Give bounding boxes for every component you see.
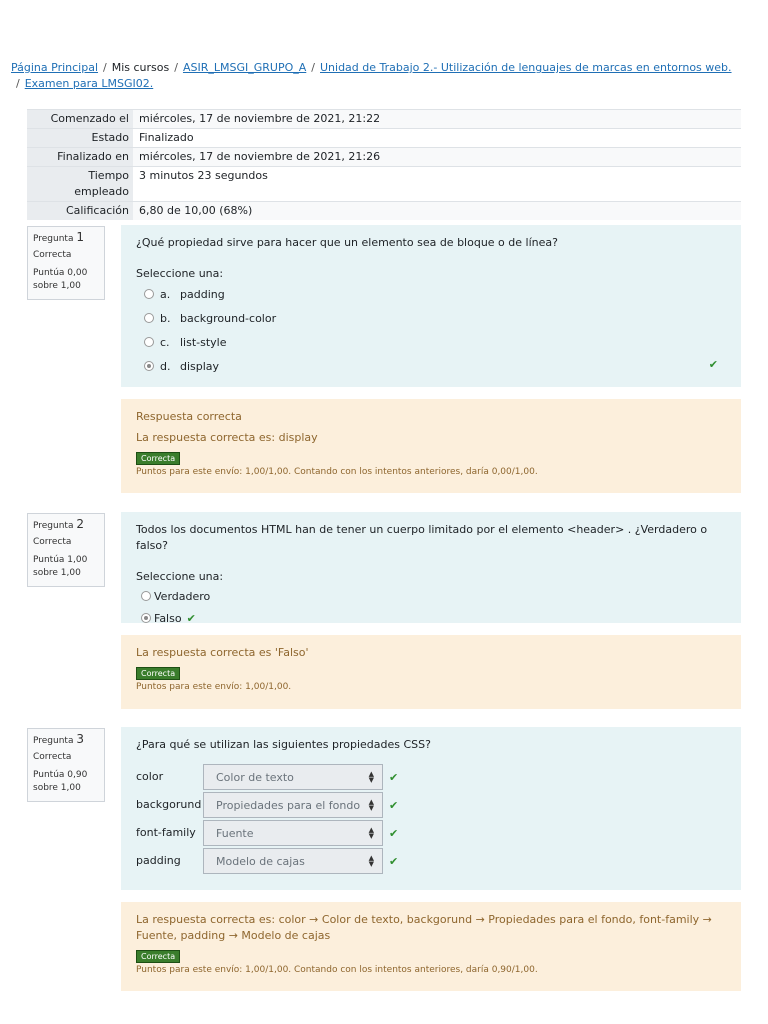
grading-details: Puntos para este envío: 1,00/1,00. Contando con los intentos anteriores, daría 0,90/1,00.: [136, 965, 538, 975]
option-letter: a.: [160, 287, 171, 301]
summary-value: miércoles, 17 de noviembre de 2021, 21:22: [133, 110, 741, 129]
answer-option[interactable]: [136, 607, 726, 629]
summary-label: Tiempo empleado: [27, 167, 133, 202]
updown-arrows-icon: ▲ ▼: [368, 854, 374, 868]
answer-select[interactable]: [203, 792, 383, 818]
updown-arrows-icon: ▲ ▼: [368, 770, 374, 784]
updown-arrows-icon: ▲ ▼: [368, 798, 374, 812]
summary-value: Finalizado: [133, 129, 741, 148]
question-text: Todos los documentos HTML han de tener un cuerpo limitado por el elemento <header> . ¿Verdadero o falso?: [136, 523, 708, 552]
question-text: ¿Para qué se utilizan las siguientes propiedades CSS?: [136, 738, 431, 751]
question-prefix: Pregunta: [33, 521, 74, 531]
question-text: ¿Qué propiedad sirve para hacer que un elemento sea de bloque o de línea?: [136, 236, 558, 249]
summary-label: Finalizado en: [27, 148, 133, 167]
summary-label: Comenzado el: [27, 110, 133, 129]
question-formulation: [121, 727, 741, 890]
option-label: list-style: [180, 335, 227, 349]
summary-row: [27, 110, 741, 129]
correct-badge: Correcta: [136, 950, 180, 963]
radio-button[interactable]: [144, 313, 154, 323]
summary-row: [27, 148, 741, 167]
question-score: Puntúa 1,00 sobre 1,00: [33, 555, 88, 578]
breadcrumb-home-link[interactable]: Página Principal: [11, 61, 99, 74]
question-feedback: [121, 399, 741, 493]
summary-label: Estado: [27, 129, 133, 148]
summary-value: miércoles, 17 de noviembre de 2021, 21:26: [133, 148, 741, 167]
question-info: [27, 513, 105, 587]
option-letter: d.: [160, 359, 171, 373]
radio-button-selected[interactable]: [141, 613, 151, 623]
select-value: Color de texto: [216, 770, 294, 784]
question-info: [27, 226, 105, 300]
radio-button-selected[interactable]: [144, 361, 154, 371]
grading-details: Puntos para este envío: 1,00/1,00.: [136, 682, 292, 692]
breadcrumb-course-link[interactable]: ASIR_LMSGI_GRUPO_A: [182, 61, 307, 74]
summary-row: [27, 167, 741, 202]
question-number: 1: [76, 230, 84, 244]
updown-arrows-icon: ▲ ▼: [368, 826, 374, 840]
question-status: Correcta: [33, 250, 72, 260]
correct-badge: Correcta: [136, 452, 180, 465]
question-score: Puntúa 0,00 sobre 1,00: [33, 268, 88, 291]
answer-option[interactable]: [136, 585, 726, 607]
check-icon: ✔: [389, 826, 399, 840]
question-score: Puntúa 0,90 sobre 1,00: [33, 770, 88, 793]
answer-option[interactable]: [136, 282, 726, 306]
right-answer: La respuesta correcta es 'Falso': [136, 646, 309, 659]
question-status: Correcta: [33, 752, 72, 762]
match-row: [136, 819, 726, 847]
breadcrumb-my-courses: Mis cursos: [111, 61, 170, 74]
attempt-summary-table: [27, 109, 741, 220]
question-feedback: [121, 902, 741, 991]
question-info: [27, 728, 105, 802]
answer-select[interactable]: [203, 764, 383, 790]
radio-button[interactable]: [144, 289, 154, 299]
option-letter: c.: [160, 335, 170, 349]
match-term: color: [136, 770, 164, 783]
option-label: background-color: [180, 311, 277, 325]
right-answer: La respuesta correcta es: color → Color de texto, backgorund → Propiedades para el fondo, font-family → Fuente, padding → Modelo de cajas: [136, 913, 712, 942]
summary-row: [27, 202, 741, 221]
option-label: Verdadero: [154, 589, 211, 603]
option-label: padding: [180, 287, 225, 301]
question-feedback: [121, 635, 741, 709]
match-term: backgorund: [136, 798, 202, 811]
summary-row: [27, 129, 741, 148]
breadcrumb-separator: /: [174, 61, 178, 74]
answer-option[interactable]: [136, 354, 726, 378]
match-table: [136, 763, 726, 875]
summary-value: 6,80 de 10,00 (68%): [133, 202, 741, 221]
question-number: 3: [76, 732, 84, 746]
answer-prompt: Seleccione una:: [136, 570, 224, 583]
check-icon: ✔: [389, 770, 399, 784]
question-status: Correcta: [33, 537, 72, 547]
check-icon: ✔: [389, 854, 399, 868]
breadcrumb-separator: /: [16, 77, 20, 90]
option-label: Falso: [154, 611, 182, 625]
match-term: font-family: [136, 826, 196, 839]
right-answer: La respuesta correcta es: display: [136, 431, 318, 444]
match-row: [136, 791, 726, 819]
select-value: Fuente: [216, 826, 254, 840]
answer-prompt: Seleccione una:: [136, 267, 224, 280]
breadcrumb-unit-link[interactable]: Unidad de Trabajo 2.- Utilización de lenguajes de marcas en entornos web.: [320, 61, 732, 74]
general-feedback: Respuesta correcta: [136, 410, 242, 423]
radio-button[interactable]: [144, 337, 154, 347]
summary-value: 3 minutos 23 segundos: [133, 167, 741, 202]
check-icon: ✔: [389, 798, 399, 812]
grading-details: Puntos para este envío: 1,00/1,00. Contando con los intentos anteriores, daría 0,00/1,00.: [136, 467, 538, 477]
question-formulation: [121, 512, 741, 623]
question-number: 2: [76, 517, 84, 531]
select-value: Modelo de cajas: [216, 854, 305, 868]
breadcrumb-separator: /: [311, 61, 315, 74]
question-prefix: Pregunta: [33, 736, 74, 746]
check-icon: ✔: [186, 611, 196, 625]
option-label: display: [180, 359, 220, 373]
correct-badge: Correcta: [136, 667, 180, 680]
breadcrumb-exam-link[interactable]: Examen para LMSGI02.: [24, 77, 154, 90]
match-row: [136, 847, 726, 875]
breadcrumb: [11, 60, 756, 92]
answer-select[interactable]: [203, 848, 383, 874]
answer-option[interactable]: [136, 330, 726, 354]
breadcrumb-separator: /: [103, 61, 107, 74]
summary-label: Calificación: [27, 202, 133, 221]
match-term: padding: [136, 854, 181, 867]
match-row: [136, 763, 726, 791]
select-value: Propiedades para el fondo: [216, 798, 361, 812]
answer-select[interactable]: [203, 820, 383, 846]
option-letter: b.: [160, 311, 171, 325]
answer-option[interactable]: [136, 306, 726, 330]
check-icon: ✔: [708, 358, 718, 371]
radio-button[interactable]: [141, 591, 151, 601]
question-formulation: [121, 225, 741, 387]
question-prefix: Pregunta: [33, 234, 74, 244]
